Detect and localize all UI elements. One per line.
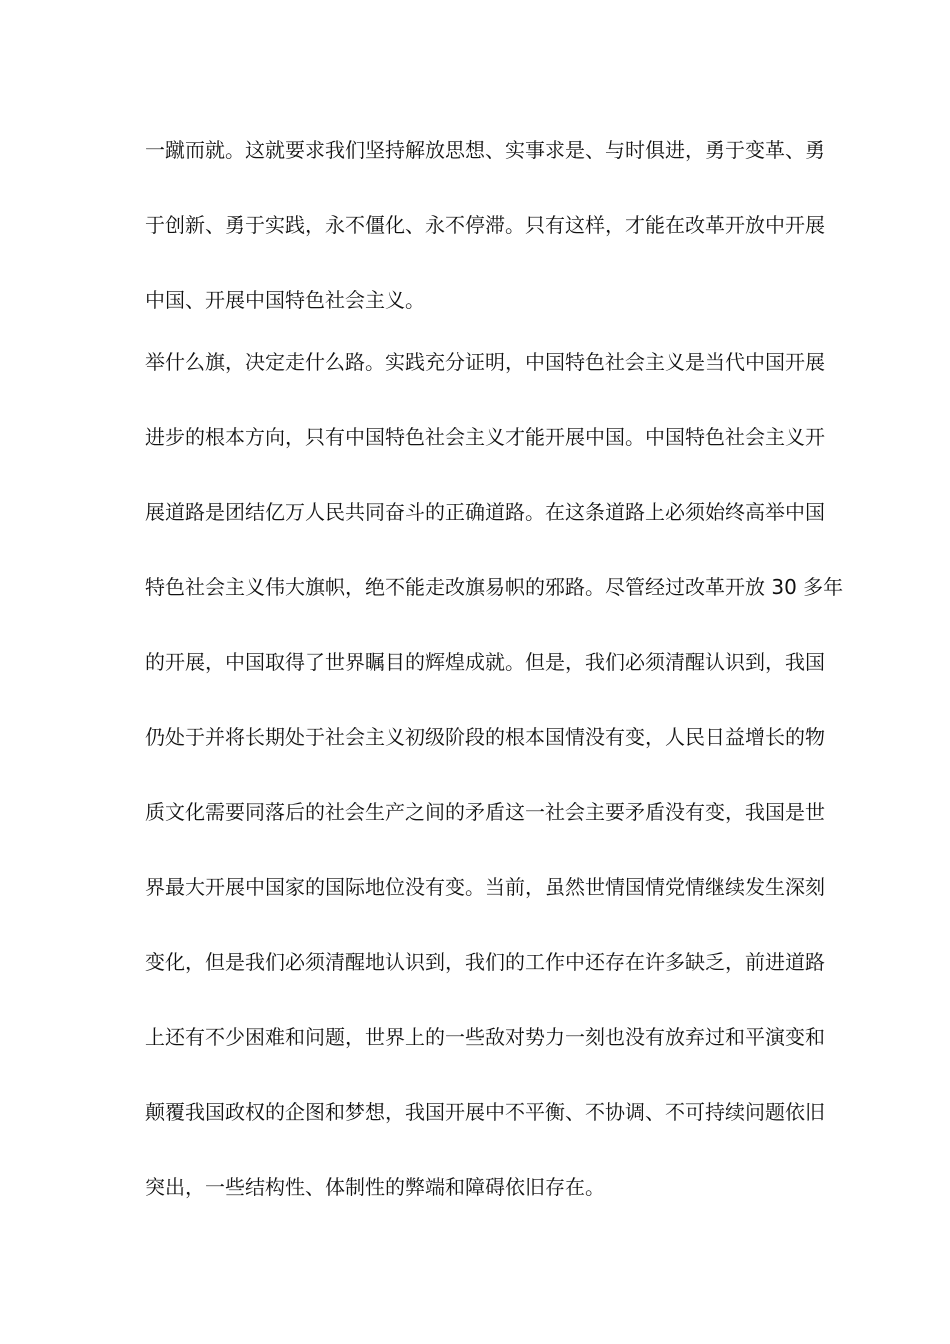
paragraph-2-line-2: 进步的根本方向，只有中国特色社会主义才能开展中国。中国特色社会主义开 (145, 425, 825, 449)
paragraph-2-line-1: 举什么旗，决定走什么路。实践充分证明，中国特色社会主义是当代中国开展 (145, 350, 825, 374)
paragraph-1-line-1: 一蹴而就。这就要求我们坚持解放思想、实事求是、与时俱进，勇于变革、勇 (145, 138, 825, 162)
paragraph-1-line-3: 中国、开展中国特色社会主义。 (145, 288, 425, 312)
paragraph-2-line-10: 上还有不少困难和问题，世界上的一些敌对势力一刻也没有放弃过和平演变和 (145, 1025, 825, 1049)
paragraph-2-line-3: 展道路是团结亿万人民共同奋斗的正确道路。在这条道路上必须始终高举中国 (145, 500, 825, 524)
paragraph-2-line-6: 仍处于并将长期处于社会主义初级阶段的根本国情没有变，人民日益增长的物 (145, 725, 825, 749)
paragraph-2-line-8: 界最大开展中国家的国际地位没有变。当前，虽然世情国情党情继续发生深刻 (145, 875, 825, 899)
paragraph-2-line-5: 的开展，中国取得了世界瞩目的辉煌成就。但是，我们必须清醒认识到，我国 (145, 650, 825, 674)
paragraph-2-line-9: 变化，但是我们必须清醒地认识到，我们的工作中还存在许多缺乏，前进道路 (145, 950, 825, 974)
paragraph-1-line-2: 于创新、勇于实践，永不僵化、永不停滞。只有这样，才能在改革开放中开展 (145, 213, 825, 237)
paragraph-2-line-4: 特色社会主义伟大旗帜，绝不能走改旗易帜的邪路。尽管经过改革开放 30 多年 (145, 575, 844, 599)
paragraph-2-line-11: 颠覆我国政权的企图和梦想，我国开展中不平衡、不协调、不可持续问题依旧 (145, 1100, 825, 1124)
paragraph-2-line-7: 质文化需要同落后的社会生产之间的矛盾这一社会主要矛盾没有变，我国是世 (145, 800, 825, 824)
paragraph-2-line-12: 突出，一些结构性、体制性的弊端和障碍依旧存在。 (145, 1175, 605, 1199)
